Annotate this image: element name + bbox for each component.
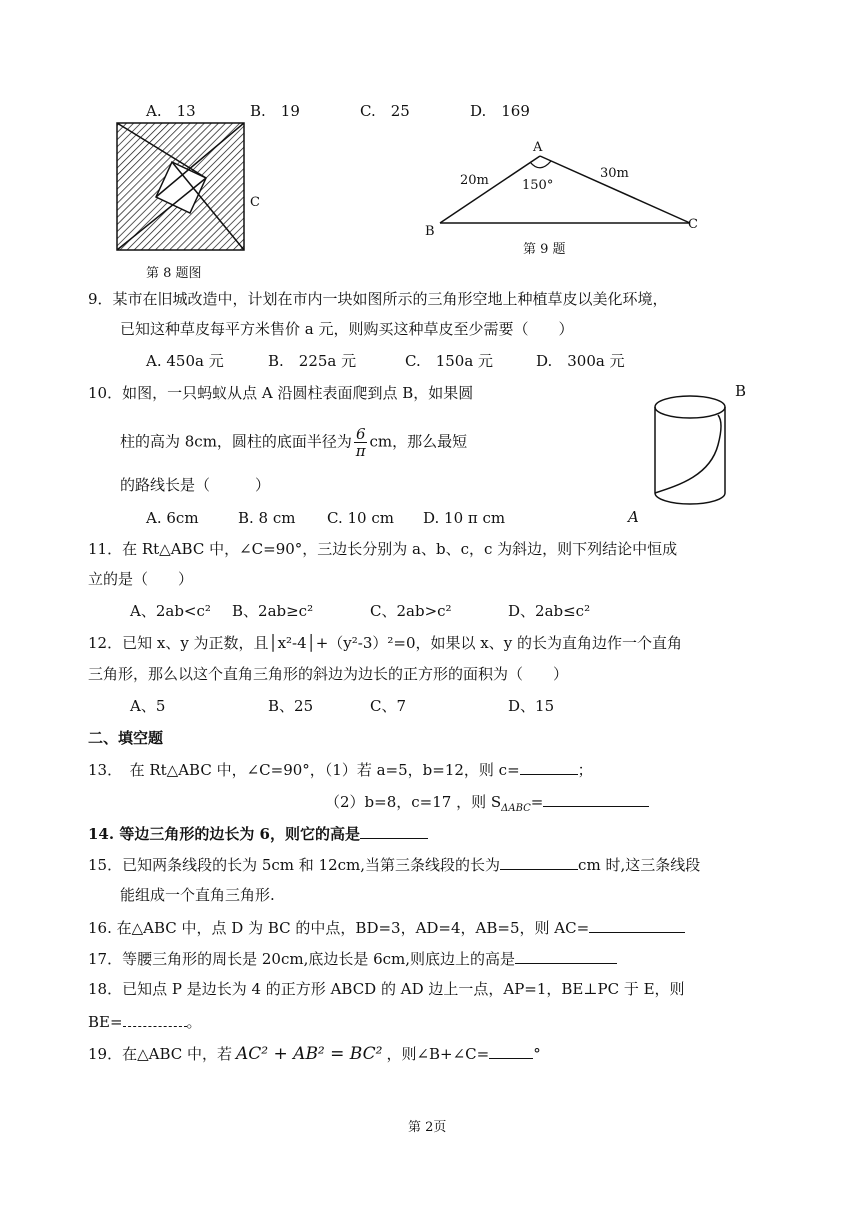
q8-caption: 第 8 题图 — [146, 266, 202, 281]
q9-vertex-a: A — [533, 140, 543, 155]
q10-text-line3: 的路线长是（ ） — [120, 476, 271, 494]
q8-option-a: A. 13 — [146, 102, 196, 120]
q14-answer-blank[interactable] — [360, 822, 428, 839]
q9-angle-label: 150° — [522, 178, 554, 193]
q18-line2-text: BE= — [88, 1013, 123, 1031]
q19-formula: AC² + AB² = BC² — [236, 1044, 383, 1064]
q19-answer-blank[interactable] — [489, 1042, 533, 1059]
q8-option-d: D. 169 — [470, 102, 530, 120]
q15-line1-prefix: 15．已知两条线段的长为 5cm 和 12cm,当第三条线段的长为 — [88, 856, 501, 874]
q16-line — [88, 916, 685, 939]
q13-line1 — [88, 758, 593, 781]
q18-line1: 18．已知点 P 是边长为 4 的正方形 ABCD 的 AD 边上一点，AP=1，BE⊥PC 于 E，则 — [88, 980, 685, 998]
q10-option-a: A. 6cm — [146, 509, 199, 527]
q12-option-b: B、25 — [268, 697, 314, 715]
q10-option-d: D. 10 π cm — [423, 509, 506, 527]
q18-answer-blank[interactable] — [123, 1010, 187, 1027]
q15-line1 — [88, 853, 700, 876]
q9-text-line1: 9．某市在旧城改造中，计划在市内一块如图所示的三角形空地上种植草皮以美化环境， — [88, 290, 668, 308]
q15-line2: 能组成一个直角三角形. — [120, 886, 275, 904]
q9-text-line2: 已知这种草皮每平方米售价 a 元，则购买这种草皮至少需要（ ） — [120, 320, 574, 338]
q9-option-a: A. 450a 元 — [146, 352, 224, 370]
q9-figure — [420, 138, 710, 238]
q13-line1-end: ； — [577, 761, 593, 779]
q18-line2-end: 。 — [186, 1013, 202, 1031]
q9-vertex-c: C — [688, 217, 698, 232]
q9-vertex-b: B — [425, 224, 435, 239]
q14-text: 14. 等边三角形的边长为 6，则它的高是 — [88, 825, 360, 843]
q17-text: 17．等腰三角形的周长是 20cm,底边长是 6cm,则底边上的高是 — [88, 950, 516, 968]
q16-answer-blank[interactable] — [589, 916, 685, 933]
q10-line2-suffix: cm，那么最短 — [369, 432, 468, 451]
q11-text-line2: 立的是（ ） — [88, 570, 194, 588]
q8-option-b: B. 19 — [250, 102, 300, 120]
q9-side-ac: 30m — [600, 166, 629, 181]
q14-line — [88, 822, 428, 845]
q13-line2 — [325, 790, 649, 820]
q13-line1-text: 13． 在 Rt△ABC 中，∠C=90°，（1）若 a=5，b=12，则 c= — [88, 761, 520, 779]
q10-figure-point-a: A — [628, 508, 639, 526]
q15-line1-suffix: cm 时,这三条线段 — [578, 856, 701, 874]
q16-text: 16. 在△ABC 中，点 D 为 BC 的中点，BD=3，AD=4，AB=5，则 AC= — [88, 919, 590, 937]
q10-option-c: C. 10 cm — [327, 509, 394, 527]
q11-option-a: A、2ab<c² — [130, 602, 211, 620]
q19-text-prefix: 19．在△ABC 中，若 — [88, 1045, 233, 1063]
q15-answer-blank[interactable] — [500, 853, 578, 870]
q17-line — [88, 947, 617, 970]
q11-option-c: C、2ab>c² — [370, 602, 452, 620]
q18-line2 — [88, 1010, 202, 1033]
q9-option-b: B. 225a 元 — [268, 352, 357, 370]
q10-option-b: B. 8 cm — [238, 509, 296, 527]
q17-answer-blank[interactable] — [515, 947, 617, 964]
q13-answer-blank-1[interactable] — [520, 758, 578, 775]
q9-option-c: C. 150a 元 — [405, 352, 494, 370]
q12-option-a: A、5 — [130, 697, 166, 715]
q8-option-c: C. 25 — [360, 102, 410, 120]
q13-answer-blank-2[interactable] — [543, 790, 649, 807]
q12-text-line1: 12．已知 x、y 为正数，且│x²-4│+（y²-3）²=0，如果以 x、y 的长为直角边作一个直角 — [88, 634, 682, 652]
q10-figure-point-b: B — [735, 382, 747, 400]
page-footer: 第 2页 — [408, 1120, 447, 1135]
q10-radius-fraction — [354, 426, 368, 459]
q8-figure — [110, 118, 250, 256]
q10-line2-prefix: 柱的高为 8cm，圆柱的底面半径为 — [120, 432, 352, 451]
q19-degree-symbol: ° — [533, 1045, 541, 1063]
q10-fraction-numerator: 6 — [355, 425, 366, 443]
q8-figure-label-c: C — [250, 195, 260, 210]
q12-text-line2: 三角形，那么以这个直角三角形的斜边为边长的正方形的面积为（ ） — [88, 665, 569, 683]
q19-line — [88, 1042, 541, 1065]
q13-area-subscript: ΔABC — [501, 803, 531, 814]
q13-line2-text: （2）b=8，c=17 ，则 S — [325, 793, 502, 811]
q9-caption: 第 9 题 — [523, 242, 566, 257]
q10-fraction-denominator: π — [355, 442, 366, 460]
q10-text-line2 — [120, 426, 467, 459]
q10-text-line1: 10．如图，一只蚂蚁从点 A 沿圆柱表面爬到点 B，如果圆 — [88, 384, 474, 402]
section-2-heading: 二、填空题 — [88, 729, 164, 747]
q11-text-line1: 11．在 Rt△ABC 中，∠C=90°，三边长分别为 a、b、c，c 为斜边，则下列结论中恒成 — [88, 540, 678, 558]
q12-option-d: D、15 — [508, 697, 555, 715]
q12-option-c: C、7 — [370, 697, 407, 715]
q11-option-b: B、2ab≥c² — [232, 602, 314, 620]
q11-option-d: D、2ab≤c² — [508, 602, 591, 620]
q9-option-d: D. 300a 元 — [536, 352, 625, 370]
q19-text-mid: ，则∠B+∠C= — [386, 1045, 490, 1063]
q9-side-ab: 20m — [460, 173, 489, 188]
q13-line2-equals: = — [530, 793, 544, 811]
q10-cylinder-figure — [640, 385, 740, 515]
